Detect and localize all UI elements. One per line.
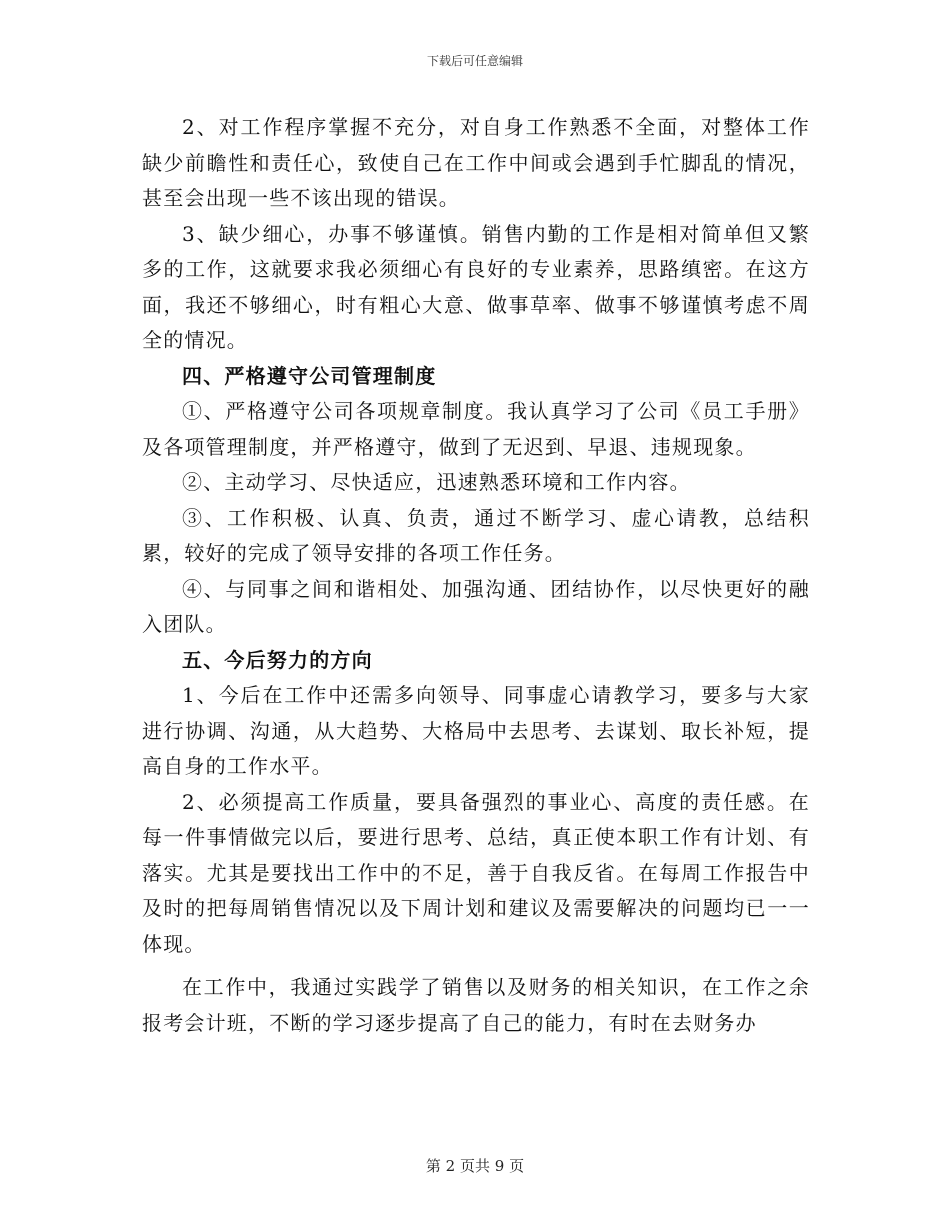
paragraph-rule-3: ③、工作积极、认真、负责，通过不断学习、虚心请教，总结积累，较好的完成了领导安排的各项工作任务。 bbox=[142, 505, 810, 565]
page-header: 下载后可任意编辑 bbox=[426, 54, 523, 68]
paragraph-closing: 在工作中，我通过实践学了销售以及财务的相关知识，在工作之余报考会计班，不断的学习逐步提高了自己的能力，有时在去财务办 bbox=[142, 975, 810, 1035]
paragraph-rule-1: ①、严格遵守公司各项规章制度。我认真学习了公司《员工手册》及各项管理制度，并严格遵守，做到了无迟到、早退、违规现象。 bbox=[142, 399, 810, 459]
paragraph-direction-2: 2、必须提高工作质量，要具备强烈的事业心、高度的责任感。在每一件事情做完以后，要进行思考、总结，真正使本职工作有计划、有落实。尤其是要找出工作中的不足，善于自我反省。在每周工作报告中及时的把每周销售情况以及下周计划和建议及需要解决的问题均已一一体现。 bbox=[142, 789, 810, 956]
document-body bbox=[142, 110, 810, 1041]
paragraph-rule-2: ②、主动学习、尽快适应，迅速熟悉环境和工作内容。 bbox=[182, 470, 691, 494]
page-footer: 第 2 页共 9 页 bbox=[425, 1157, 525, 1175]
paragraph-item-3: 3、缺少细心，办事不够谨慎。销售内勤的工作是相对简单但又繁多的工作，这就要求我必须细心有良好的专业素养，思路缜密。在这方面，我还不够细心，时有粗心大意、做事草率、做事不够谨慎考虑不周全的情况。 bbox=[142, 221, 810, 352]
section-heading-4: 四、严格遵守公司管理制度 bbox=[182, 363, 437, 388]
paragraph-rule-4: ④、与同事之间和谐相处、加强沟通、团结协作，以尽快更好的融入团队。 bbox=[142, 576, 810, 636]
paragraph-item-2: 2、对工作程序掌握不充分，对自身工作熟悉不全面，对整体工作缺少前瞻性和责任心，致使自己在工作中间或会遇到手忙脚乱的情况，甚至会出现一些不该出现的错误。 bbox=[142, 115, 810, 210]
section-heading-5: 五、今后努力的方向 bbox=[182, 647, 373, 672]
paragraph-direction-1: 1、今后在工作中还需多向领导、同事虚心请教学习，要多与大家进行协调、沟通，从大趋势、大格局中去思考、去谋划、取长补短，提高自身的工作水平。 bbox=[142, 683, 810, 778]
